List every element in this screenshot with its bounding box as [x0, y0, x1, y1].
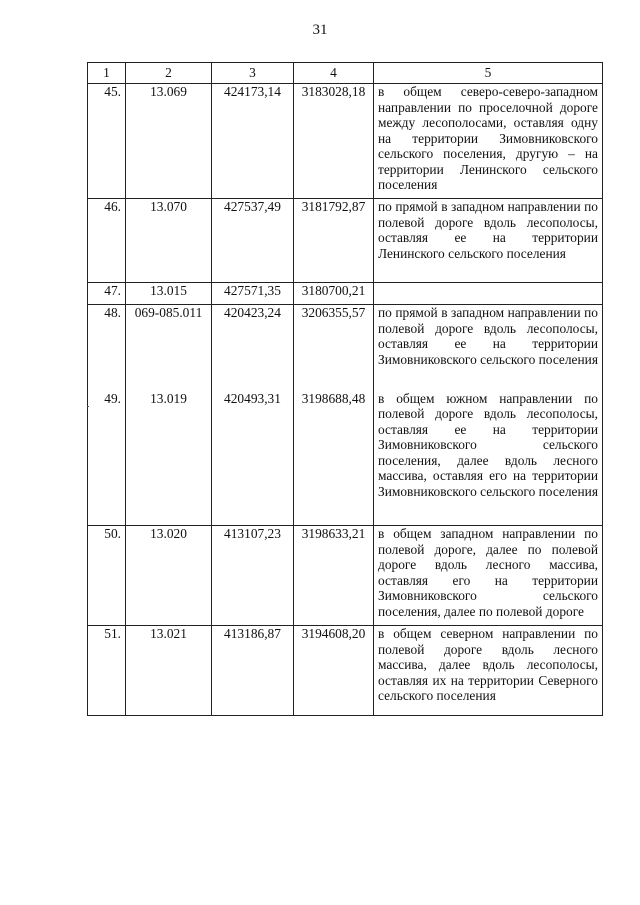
column-header: 5 — [374, 63, 603, 84]
coordinate-x: 413186,87 — [212, 626, 294, 716]
coordinate-y: 3206355,57 — [294, 305, 374, 391]
column-header: 1 — [88, 63, 126, 84]
point-code: 13.019 — [126, 391, 212, 526]
coordinate-x: 424173,14 — [212, 84, 294, 199]
table-row — [88, 199, 603, 283]
boundary-description: в общем северо-северо-западном направлении по проселочной дороге между лесополосами, оставляя одну на территории Зимовниковского сельского поселения, другую – на территории Ленинского сельского поселения — [374, 84, 603, 199]
table-row — [88, 305, 603, 391]
coordinate-x: 427537,49 — [212, 199, 294, 283]
table-row — [88, 526, 603, 626]
point-number: 50. — [88, 526, 126, 626]
point-code: 13.069 — [126, 84, 212, 199]
coordinate-y: 3198633,21 — [294, 526, 374, 626]
coordinate-y: 3181792,87 — [294, 199, 374, 283]
coordinate-y: 3180700,21 — [294, 283, 374, 305]
coordinate-y: 3198688,48 — [294, 391, 374, 526]
column-header: 3 — [212, 63, 294, 84]
boundary-points-table — [87, 62, 603, 716]
point-number: 48. — [88, 305, 126, 391]
point-code: 069-085.011 — [126, 305, 212, 391]
coordinate-y: 3183028,18 — [294, 84, 374, 199]
point-number: 45. — [88, 84, 126, 199]
point-number: 47. — [88, 283, 126, 305]
boundary-description: в общем северном направлении по полевой дороге вдоль лесного массива, далее вдоль лесополосы, оставляя их на территории Северного сельского поселения — [374, 626, 603, 716]
coordinate-x: 413107,23 — [212, 526, 294, 626]
coordinate-x: 420423,24 — [212, 305, 294, 391]
boundary-description: в общем южном направлении по полевой дороге вдоль лесополосы, оставляя ее на территории Зимовниковского сельского поселения, далее вдоль лесного массива, оставляя его на территории Зимовниковского сельского поселения — [374, 391, 603, 526]
point-number: 51. — [88, 626, 126, 716]
table-row — [88, 626, 603, 716]
point-number: 49. — [88, 391, 126, 526]
point-code: 13.070 — [126, 199, 212, 283]
table-row — [88, 283, 603, 305]
boundary-description: в общем западном направлении по полевой дороге, далее по полевой дороге вдоль лесного массива, оставляя его на территории Зимовниковского сельского поселения, далее по полевой дороге — [374, 526, 603, 626]
point-code: 13.015 — [126, 283, 212, 305]
table-row — [88, 84, 603, 199]
column-header: 4 — [294, 63, 374, 84]
boundary-description: по прямой в западном направлении по полевой дороге вдоль лесополосы, оставляя ее на территории Ленинского сельского поселения — [374, 199, 603, 283]
boundary-description: по прямой в западном направлении по полевой дороге вдоль лесополосы, оставляя ее на территории Зимовниковского сельского поселения — [374, 305, 603, 391]
table-header-row — [88, 63, 603, 84]
column-header: 2 — [126, 63, 212, 84]
coordinate-x: 420493,31 — [212, 391, 294, 526]
point-number: 46. — [88, 199, 126, 283]
point-code: 13.020 — [126, 526, 212, 626]
table-row — [88, 391, 603, 526]
coordinate-y: 3194608,20 — [294, 626, 374, 716]
coordinate-x: 427571,35 — [212, 283, 294, 305]
scan-mark — [87, 406, 89, 407]
page-number: 31 — [312, 22, 328, 38]
point-code: 13.021 — [126, 626, 212, 716]
boundary-description — [374, 283, 603, 305]
